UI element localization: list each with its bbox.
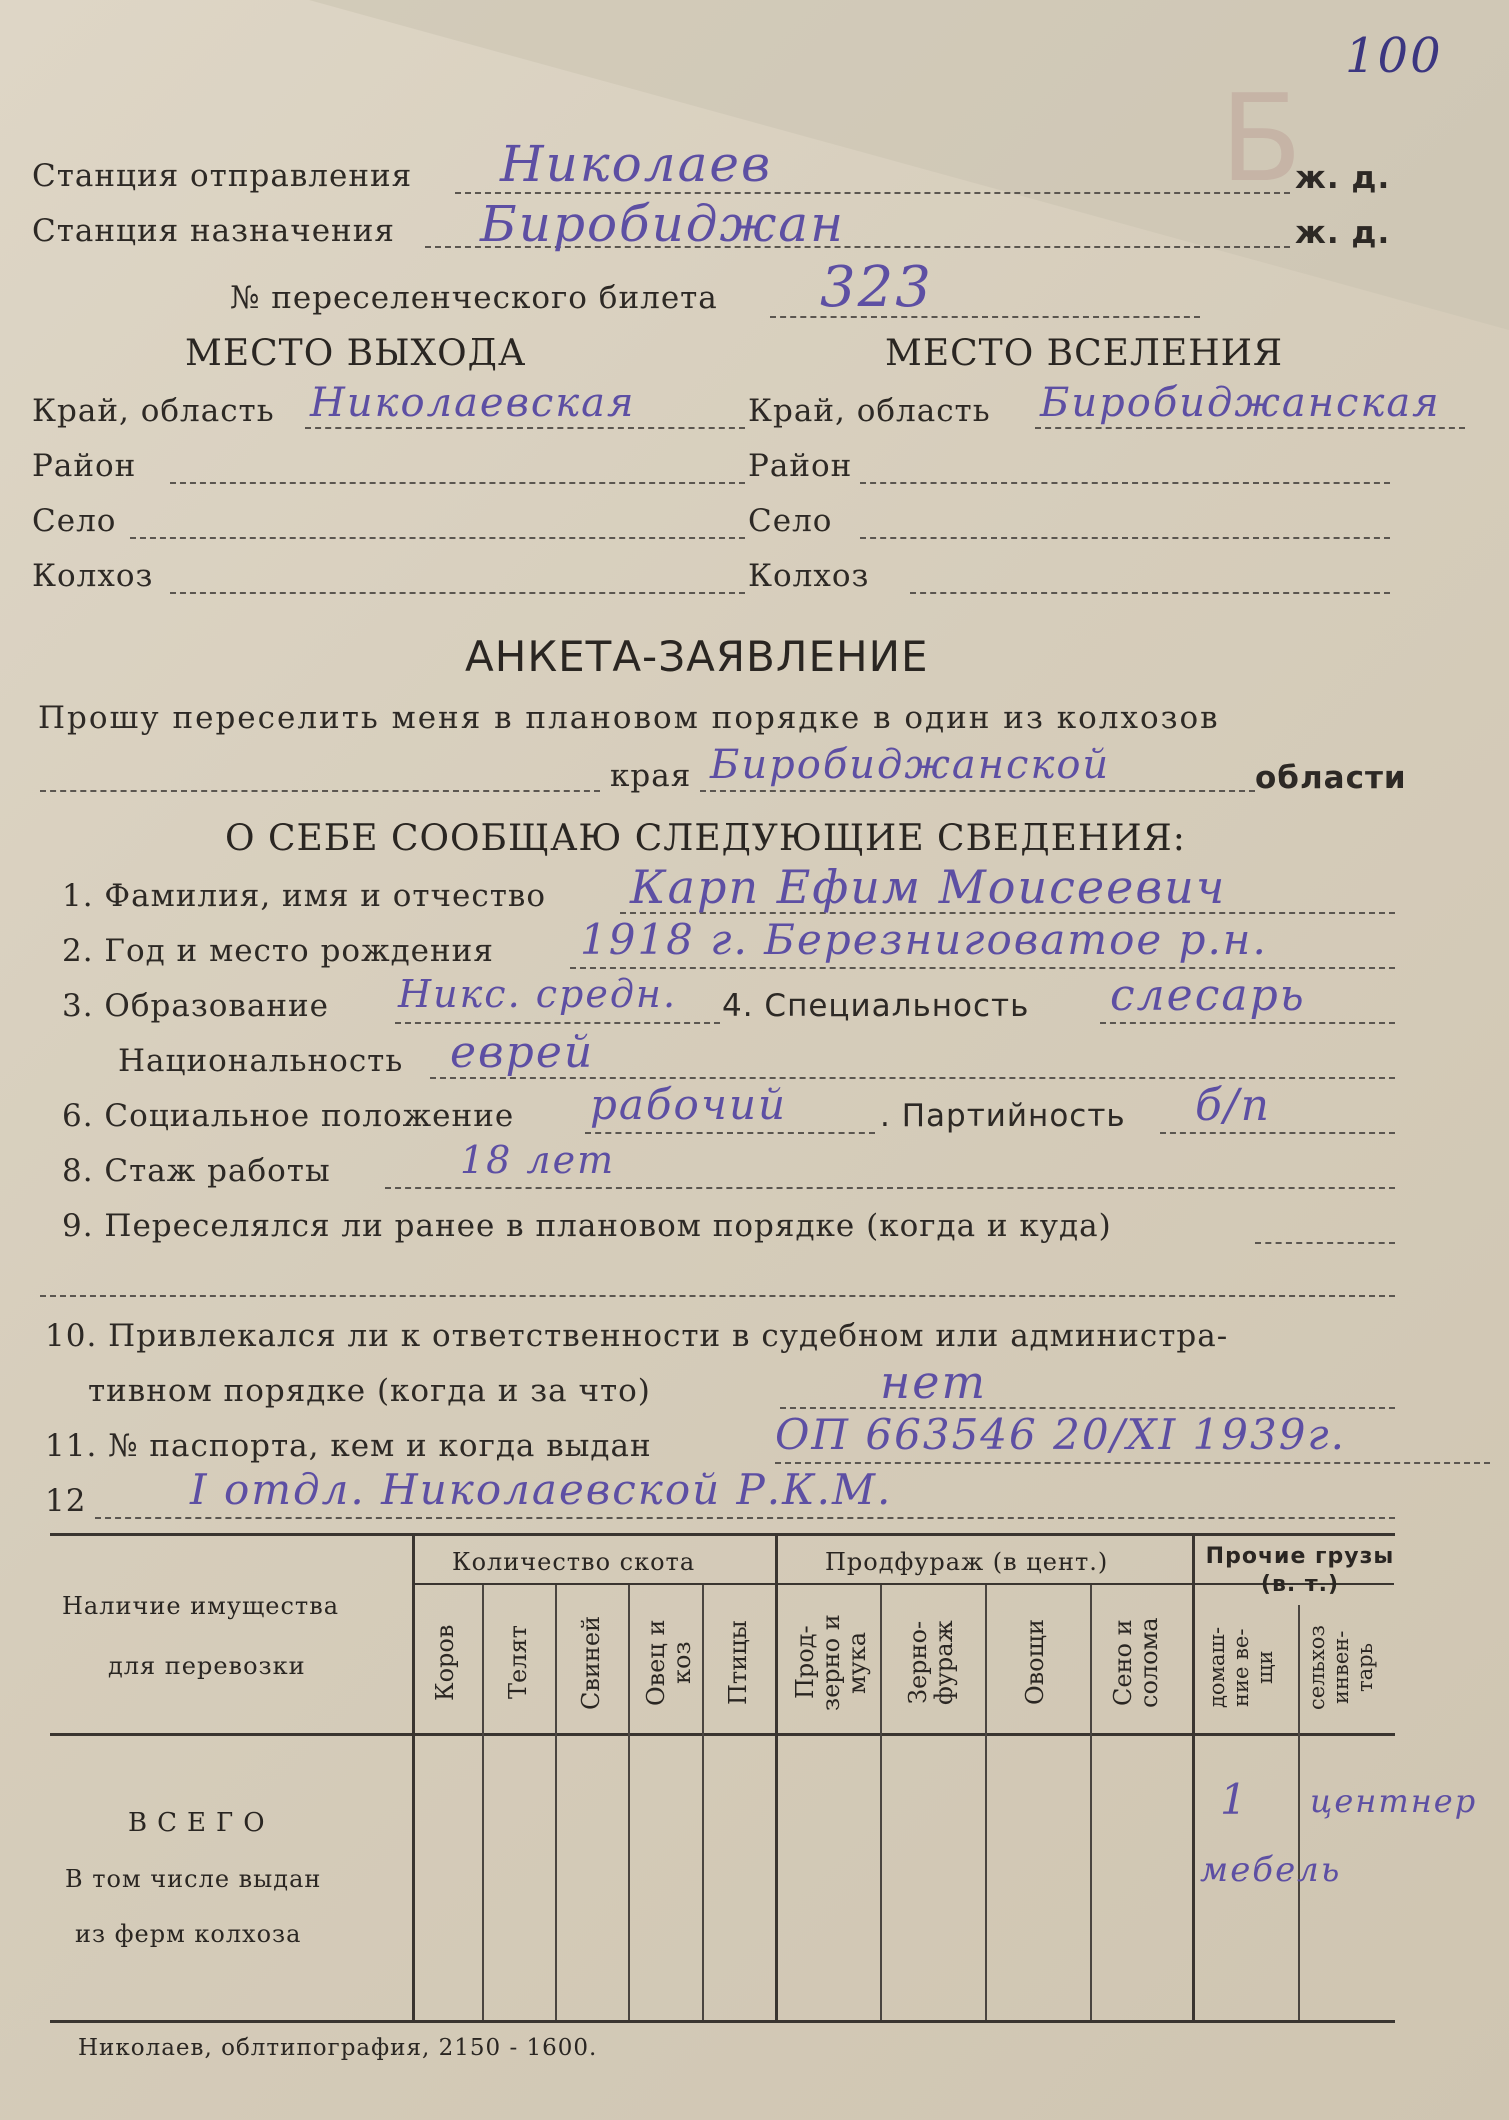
col-sep-5 bbox=[880, 1585, 882, 2020]
col-header-grain-fodder: Зерно- фураж bbox=[904, 1620, 958, 1705]
request-line-1: Прошу переселить меня в плановом порядке в один из колхозов bbox=[38, 700, 1220, 736]
item-6-label: 6. Социальное положение bbox=[62, 1098, 515, 1134]
item-4-label: 4. Специальность bbox=[722, 988, 1030, 1024]
table-vline-main bbox=[412, 1535, 415, 2020]
table-row-label-2: для перевозки bbox=[108, 1652, 306, 1680]
other-goods-quantity: 1 bbox=[1220, 1775, 1249, 1824]
item-12-label: 12 bbox=[45, 1483, 87, 1519]
origin-village-label: Село bbox=[32, 503, 117, 539]
item-5-value: еврей bbox=[450, 1027, 595, 1078]
departure-station-label: Станция отправления bbox=[32, 158, 413, 194]
item-12-line bbox=[95, 1517, 1395, 1519]
item-12-value: I отдл. Николаевской Р.К.М. bbox=[190, 1465, 893, 1514]
table-vline-livestock-end bbox=[775, 1535, 778, 2020]
item-8-line bbox=[385, 1187, 1395, 1189]
item-11-label: 11. № паспорта, кем и когда выдан bbox=[45, 1428, 652, 1464]
col-sep-2 bbox=[555, 1585, 557, 2020]
departure-station-value: Николаев bbox=[500, 135, 773, 193]
col-header-hay-straw: Сено и солома bbox=[1109, 1617, 1163, 1708]
request-oblast-label: области bbox=[1255, 760, 1407, 796]
about-heading: О СЕБЕ СООБЩАЮ СЛЕДУЮЩИЕ СВЕДЕНИЯ: bbox=[225, 818, 1186, 859]
origin-village-line bbox=[130, 537, 745, 539]
destination-region-value: Биробиджанская bbox=[1040, 380, 1441, 426]
item-6-line bbox=[585, 1132, 875, 1134]
origin-district-line bbox=[170, 482, 745, 484]
col-header-pigs: Свиней bbox=[577, 1615, 605, 1710]
col-header-calves: Телят bbox=[504, 1625, 532, 1700]
destination-village-label: Село bbox=[748, 503, 833, 539]
table-group-livestock: Количество скота bbox=[452, 1548, 696, 1576]
item-3-line bbox=[395, 1022, 720, 1024]
faded-stamp-letter: Б bbox=[1220, 70, 1303, 209]
request-region-value: Биробиджанской bbox=[710, 742, 1111, 788]
item-9-label: 9. Переселялся ли ранее в плановом порядке (когда и куда) bbox=[62, 1208, 1112, 1244]
col-sep-3 bbox=[628, 1585, 630, 2020]
col-header-cows: Коров bbox=[431, 1624, 459, 1701]
item-10-label-1: 10. Привлекался ли к ответственности в судебном или администра- bbox=[45, 1318, 1229, 1354]
departure-rail-suffix: ж. д. bbox=[1295, 160, 1391, 196]
col-header-grain-flour: Прод- зерно и мука bbox=[791, 1614, 871, 1711]
table-group-fodder: Продфураж (в цент.) bbox=[825, 1548, 1109, 1576]
col-sep-1 bbox=[482, 1585, 484, 2020]
item-7-label: . Партийность bbox=[880, 1098, 1126, 1134]
item-3-label: 3. Образование bbox=[62, 988, 330, 1024]
item-8-label: 8. Стаж работы bbox=[62, 1153, 331, 1189]
col-header-poultry: Птицы bbox=[724, 1620, 752, 1705]
item-7-line bbox=[1160, 1132, 1395, 1134]
item-4-line bbox=[1100, 1022, 1395, 1024]
table-total-label: ВСЕГО bbox=[128, 1808, 275, 1838]
page-number: 100 bbox=[1345, 28, 1443, 84]
origin-heading: МЕСТО ВЫХОДА bbox=[185, 333, 527, 374]
col-sep-7 bbox=[1090, 1585, 1092, 2020]
item-6-value: рабочий bbox=[590, 1080, 788, 1129]
destination-district-line bbox=[860, 482, 1390, 484]
item-11-line bbox=[775, 1462, 1490, 1464]
destination-kolkhoz-line bbox=[910, 592, 1390, 594]
origin-region-label: Край, область bbox=[32, 393, 275, 429]
printer-footer: Николаев, облтипография, 2150 - 1600. bbox=[78, 2035, 598, 2061]
item-8-value: 18 лет bbox=[460, 1138, 616, 1182]
ticket-number-label: № переселенческого билета bbox=[230, 280, 718, 316]
item-1-value: Карп Ефим Моисеевич bbox=[630, 860, 1227, 914]
item-10-value: нет bbox=[880, 1355, 988, 1409]
item-3-value: Никс. средн. bbox=[398, 972, 678, 1016]
destination-kolkhoz-label: Колхоз bbox=[748, 558, 870, 594]
item-1-label: 1. Фамилия, имя и отчество bbox=[62, 878, 547, 914]
destination-village-line bbox=[860, 537, 1390, 539]
destination-region-label: Край, область bbox=[748, 393, 991, 429]
item-4-value: слесарь bbox=[1110, 970, 1306, 1021]
col-header-vegetables: Овощи bbox=[1021, 1619, 1049, 1706]
origin-kolkhoz-label: Колхоз bbox=[32, 558, 154, 594]
arrival-station-label: Станция назначения bbox=[32, 213, 395, 249]
item-7-value: б/п bbox=[1195, 1080, 1272, 1131]
col-sep-6 bbox=[985, 1585, 987, 2020]
item-10-label-2: тивном порядке (когда и за что) bbox=[88, 1373, 651, 1409]
col-header-sheep-goats: Овец и коз bbox=[642, 1619, 696, 1706]
request-blank-line bbox=[40, 790, 600, 792]
other-goods-item-1: центнер bbox=[1310, 1782, 1478, 1820]
col-sep-4 bbox=[702, 1585, 704, 2020]
table-including-label-2: из ферм колхоза bbox=[75, 1920, 302, 1948]
origin-kolkhoz-line bbox=[170, 592, 745, 594]
destination-region-line bbox=[1035, 427, 1465, 429]
col-sep-8 bbox=[1298, 1605, 1300, 2020]
table-group-other: Прочие грузы (в. т.) bbox=[1205, 1544, 1395, 1597]
request-region-line bbox=[700, 790, 1255, 792]
arrival-rail-suffix: ж. д. bbox=[1295, 215, 1391, 251]
origin-region-line bbox=[305, 427, 745, 429]
table-bottom-border bbox=[50, 2020, 1395, 2023]
item-2-label: 2. Год и место рождения bbox=[62, 933, 494, 969]
item-9-line bbox=[1255, 1242, 1395, 1244]
origin-district-label: Район bbox=[32, 448, 137, 484]
destination-district-label: Район bbox=[748, 448, 853, 484]
col-header-household-goods: домаш- ние ве- щи bbox=[1205, 1626, 1277, 1709]
col-header-farm-tools: сельхоз инвен- тарь bbox=[1305, 1625, 1377, 1710]
table-vline-fodder-end bbox=[1192, 1535, 1195, 2020]
table-including-label-1: В том числе выдан bbox=[65, 1865, 322, 1893]
table-row-label-1: Наличие имущества bbox=[62, 1592, 340, 1620]
origin-region-value: Николаевская bbox=[310, 380, 636, 426]
item-2-line bbox=[570, 967, 1395, 969]
form-title: АНКЕТА-ЗАЯВЛЕНИЕ bbox=[465, 632, 929, 681]
other-goods-item-2: мебель bbox=[1200, 1850, 1342, 1890]
item-2-value: 1918 г. Березниговатое р.н. bbox=[580, 915, 1268, 964]
item-5-label: Национальность bbox=[118, 1043, 404, 1079]
arrival-station-value: Биробиджан bbox=[480, 195, 846, 253]
destination-heading: МЕСТО ВСЕЛЕНИЯ bbox=[885, 333, 1284, 374]
request-kray-label: края bbox=[610, 758, 692, 794]
item-11-value: ОП 663546 20/XI 1939г. bbox=[775, 1410, 1346, 1459]
item-10-line bbox=[780, 1407, 1395, 1409]
item-9-line-2 bbox=[40, 1295, 1395, 1297]
ticket-number-value: 323 bbox=[820, 255, 933, 320]
